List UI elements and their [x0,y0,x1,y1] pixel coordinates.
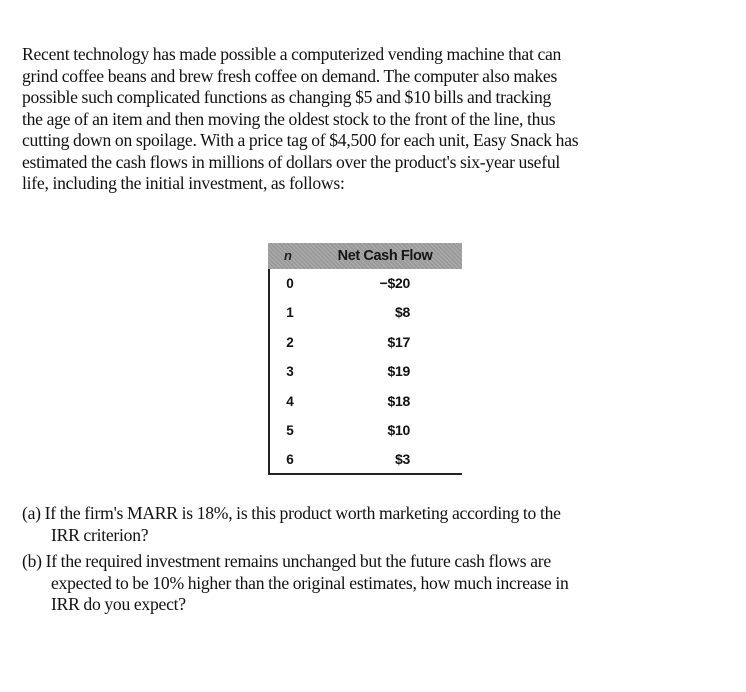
table-row [268,416,462,445]
cash-flow-cell: $18 [387,392,410,409]
cash-flow-cell: −$20 [379,275,410,291]
table-bottom-rule [268,473,462,475]
question-a [22,503,722,546]
cash-flow-cell: $10 [387,421,410,438]
question-line: expected to be 10% higher than the original estimates, how much increase in [51,572,569,593]
statement-line: life, including the initial investment, as follows: [22,173,345,193]
table-row [268,269,462,298]
statement-line: estimated the cash flows in millions of dollars over the product's six-year useful [22,151,561,172]
statement-line: the age of an item and then moving the oldest stock to the front of the line, thus [22,108,556,129]
statement-line: grind coffee beans and brew fresh coffee on demand. The computer also makes [22,65,558,86]
table-row [268,387,462,416]
problem-statement [22,44,712,195]
table-row [268,298,462,327]
period-cell: 4 [286,393,294,409]
question-line: IRR criterion? [51,524,149,545]
question-line: (a) If the firm's MARR is 18%, is this product worth marketing according to the [22,503,561,523]
question-b [22,551,722,616]
cash-flow-cell: $19 [387,363,410,380]
table-row [268,445,462,474]
period-cell: 0 [286,276,294,291]
question-line: (b) If the required investment remains unchanged but the future cash flows are [22,551,551,571]
cash-flow-table [268,243,462,475]
period-cell: 2 [286,334,294,350]
table-header [268,243,462,269]
table-row [268,328,462,357]
table-body [268,269,462,475]
cash-flow-column-header: Net Cash Flow [337,248,433,264]
period-cell: 3 [286,364,294,380]
period-column-header: n [284,248,292,263]
cash-flow-cell: $17 [387,333,410,350]
cash-flow-cell: $8 [395,304,410,321]
statement-line: Recent technology has made possible a computerized vending machine that can [22,44,562,64]
period-cell: 1 [286,305,294,321]
question-line: IRR do you expect? [51,594,186,614]
cash-flow-cell: $3 [395,451,410,468]
table-row [268,357,462,386]
period-cell: 6 [286,452,294,468]
period-cell: 5 [286,422,294,438]
statement-line: cutting down on spoilage. With a price tag of $4,500 for each unit, Easy Snack has [22,130,579,150]
statement-line: possible such complicated functions as changing $5 and $10 bills and tracking [22,87,552,107]
